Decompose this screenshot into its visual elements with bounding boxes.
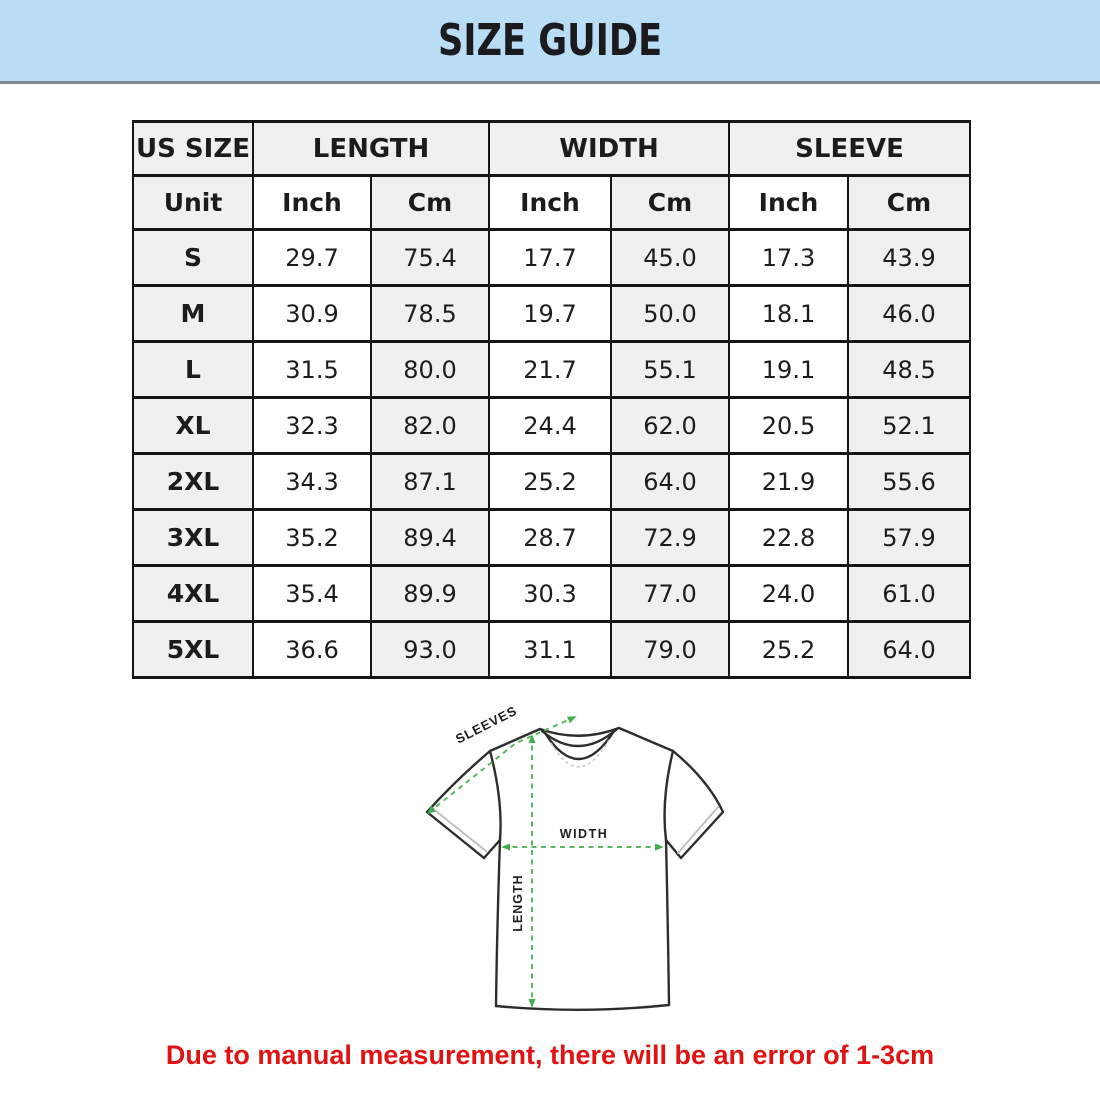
unit-header-inch: Inch <box>729 176 848 230</box>
diagram-width-label: WIDTH <box>559 827 609 841</box>
value-cell: 93.0 <box>371 622 489 678</box>
size-label: 5XL <box>133 622 253 678</box>
size-table <box>132 120 971 679</box>
measurement-disclaimer: Due to manual measurement, there will be an error of 1-3cm <box>165 1040 935 1070</box>
value-cell: 82.0 <box>371 398 489 454</box>
tshirt-diagram-svg <box>398 688 818 1032</box>
value-cell: 32.3 <box>253 398 371 454</box>
banner <box>0 0 1100 84</box>
table-row <box>133 342 970 398</box>
size-label: XL <box>133 398 253 454</box>
value-cell: 62.0 <box>611 398 729 454</box>
table-unit-row <box>133 176 970 230</box>
value-cell: 18.1 <box>729 286 848 342</box>
value-cell: 25.2 <box>729 622 848 678</box>
value-cell: 89.4 <box>371 510 489 566</box>
value-cell: 35.2 <box>253 510 371 566</box>
col-header-length: LENGTH <box>253 122 489 176</box>
size-label: M <box>133 286 253 342</box>
value-cell: 28.7 <box>489 510 611 566</box>
value-cell: 29.7 <box>253 230 371 286</box>
value-cell: 64.0 <box>611 454 729 510</box>
value-cell: 43.9 <box>848 230 970 286</box>
value-cell: 78.5 <box>371 286 489 342</box>
tshirt-measurement-diagram <box>398 688 818 1032</box>
value-cell: 19.1 <box>729 342 848 398</box>
value-cell: 72.9 <box>611 510 729 566</box>
table-row <box>133 230 970 286</box>
collar <box>540 728 619 767</box>
measurement-annotations <box>428 703 662 1006</box>
value-cell: 24.4 <box>489 398 611 454</box>
value-cell: 79.0 <box>611 622 729 678</box>
value-cell: 19.7 <box>489 286 611 342</box>
value-cell: 25.2 <box>489 454 611 510</box>
value-cell: 36.6 <box>253 622 371 678</box>
size-label: S <box>133 230 253 286</box>
value-cell: 30.3 <box>489 566 611 622</box>
value-cell: 34.3 <box>253 454 371 510</box>
value-cell: 87.1 <box>371 454 489 510</box>
value-cell: 64.0 <box>848 622 970 678</box>
table-row <box>133 286 970 342</box>
table-row <box>133 398 970 454</box>
table-group-header-row <box>133 122 970 176</box>
value-cell: 55.1 <box>611 342 729 398</box>
value-cell: 46.0 <box>848 286 970 342</box>
unit-header-inch: Inch <box>253 176 371 230</box>
diagram-sleeves-label: SLEEVES <box>453 702 520 747</box>
value-cell: 52.1 <box>848 398 970 454</box>
page-title: SIZE GUIDE <box>437 15 663 66</box>
diagram-length-label: LENGTH <box>511 874 525 932</box>
value-cell: 75.4 <box>371 230 489 286</box>
value-cell: 17.7 <box>489 230 611 286</box>
value-cell: 30.9 <box>253 286 371 342</box>
sleeves-arrow <box>428 717 575 813</box>
value-cell: 22.8 <box>729 510 848 566</box>
col-header-width: WIDTH <box>489 122 729 176</box>
value-cell: 20.5 <box>729 398 848 454</box>
value-cell: 17.3 <box>729 230 848 286</box>
unit-header-cm: Cm <box>848 176 970 230</box>
value-cell: 24.0 <box>729 566 848 622</box>
value-cell: 21.7 <box>489 342 611 398</box>
value-cell: 89.9 <box>371 566 489 622</box>
table-row <box>133 622 970 678</box>
unit-header-cm: Cm <box>371 176 489 230</box>
value-cell: 45.0 <box>611 230 729 286</box>
value-cell: 21.9 <box>729 454 848 510</box>
col-header-us-size: US SIZE <box>133 122 253 176</box>
col-header-sleeve: SLEEVE <box>729 122 970 176</box>
value-cell: 77.0 <box>611 566 729 622</box>
table-row <box>133 510 970 566</box>
unit-row-label: Unit <box>133 176 253 230</box>
value-cell: 31.5 <box>253 342 371 398</box>
size-label: 4XL <box>133 566 253 622</box>
tshirt-outline <box>427 728 723 1010</box>
value-cell: 55.6 <box>848 454 970 510</box>
value-cell: 61.0 <box>848 566 970 622</box>
value-cell: 50.0 <box>611 286 729 342</box>
size-label: 3XL <box>133 510 253 566</box>
value-cell: 48.5 <box>848 342 970 398</box>
value-cell: 57.9 <box>848 510 970 566</box>
unit-header-inch: Inch <box>489 176 611 230</box>
value-cell: 80.0 <box>371 342 489 398</box>
table-row <box>133 566 970 622</box>
value-cell: 31.1 <box>489 622 611 678</box>
size-label: L <box>133 342 253 398</box>
size-label: 2XL <box>133 454 253 510</box>
value-cell: 35.4 <box>253 566 371 622</box>
unit-header-cm: Cm <box>611 176 729 230</box>
table-row <box>133 454 970 510</box>
